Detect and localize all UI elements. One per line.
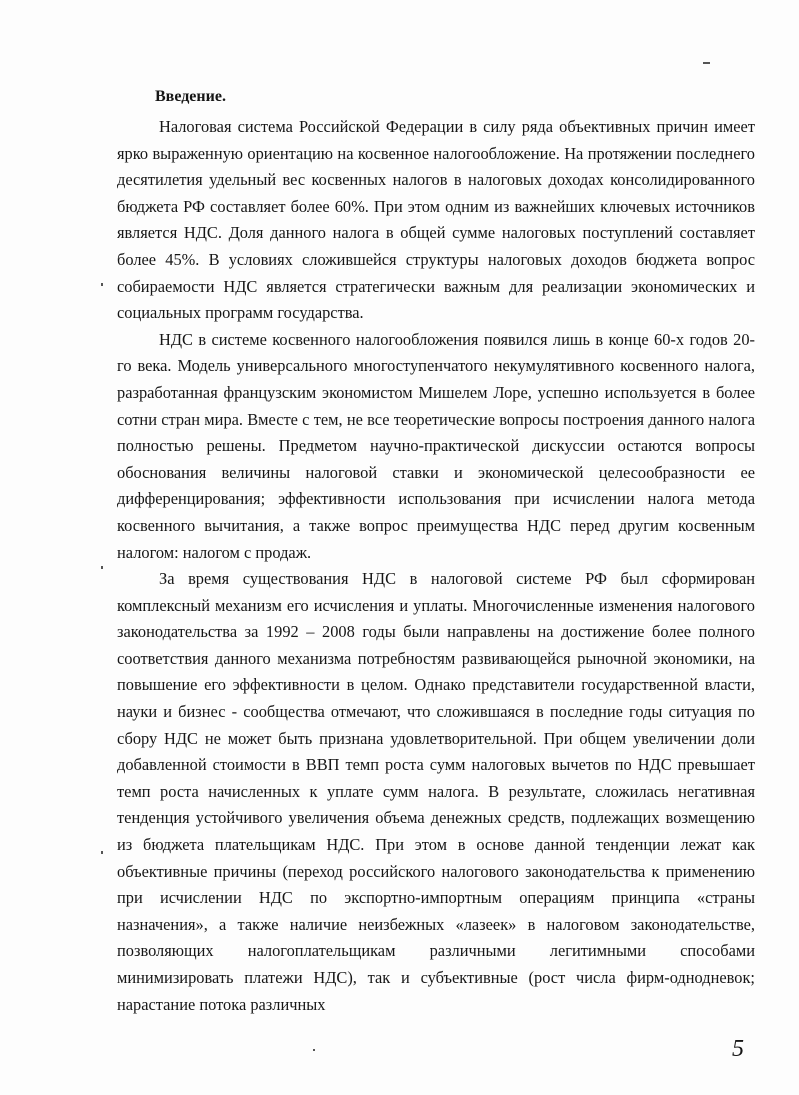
scan-speck bbox=[101, 566, 103, 569]
scan-speck bbox=[101, 851, 103, 854]
page-number: 5 bbox=[732, 1036, 744, 1062]
scan-speck bbox=[101, 283, 103, 286]
paragraph-3: За время существования НДС в налоговой системе РФ был сформирован комплексный механизм его исчисления и уплаты. Многочисленные изменения налогового законодательства за 1992 – 2008 годы были направлены на достижение более полного соответствия данного механизма потребностям развивающейся рыночной экономики, на повышение его эффективности в целом. Однако представители государственной власти, науки и бизнес - сообщества отмечают, что сложившаяся в последние годы ситуация по сбору НДС не может быть признана удовлетворительной. При общем увеличении доли добавленной стоимости в ВВП темп роста сумм налоговых вычетов по НДС превышает темп роста начисленных к уплате сумм налога. В результате, сложилась негативная тенденция устойчивого увеличения объема денежных средств, подлежащих возмещению из бюджета плательщикам НДС. При этом в основе данной тенденции лежат как объективные причины (переход российского налогового законодательства к применению при исчислении НДС по экспортно-импортным операциям принципа «страны назначения», а также наличие неизбежных «лазеек» в налоговом законодательстве, позволяющих налогоплательщикам различными легитимными способами минимизировать платежи НДС), так и субъективные (рост числа фирм-однодневок; нарастание потока различных bbox=[117, 569, 755, 1014]
scan-speck bbox=[313, 1049, 315, 1051]
paragraph-1: Налоговая система Российской Федерации в силу ряда объективных причин имеет ярко выраженную ориентацию на косвенное налогообложение. На протяжении последнего десятилетия удельный вес косвенных налогов в налоговых доходах консолидированного бюджета РФ составляет более 60%. При этом одним из важнейших ключевых источников является НДС. Доля данного налога в общей сумме налоговых поступлений составляет более 45%. В условиях сложившейся структуры налоговых доходов бюджета вопрос собираемости НДС является стратегически важным для реализации экономических и социальных программ государства. bbox=[117, 117, 755, 323]
document-body bbox=[117, 114, 755, 1018]
paragraph-2: НДС в системе косвенного налогообложения появился лишь в конце 60-х годов 20-го века. Модель универсального многоступенчатого некумулятивного косвенного налога, разработанная французским экономистом Мишелем Лоре, успешно используется в более сотни стран мира. Вместе с тем, не все теоретические вопросы построения данного налога полностью решены. Предметом научно-практической дискуссии остаются вопросы обоснования величины налоговой ставки и экономической целесообразности ее дифференцирования; эффективности использования при исчислении налога метода косвенного вычитания, а также вопрос преимущества НДС перед другим косвенным налогом: налогом с продаж. bbox=[117, 329, 755, 562]
scan-speck bbox=[703, 62, 710, 64]
section-heading: Введение. bbox=[155, 88, 226, 105]
